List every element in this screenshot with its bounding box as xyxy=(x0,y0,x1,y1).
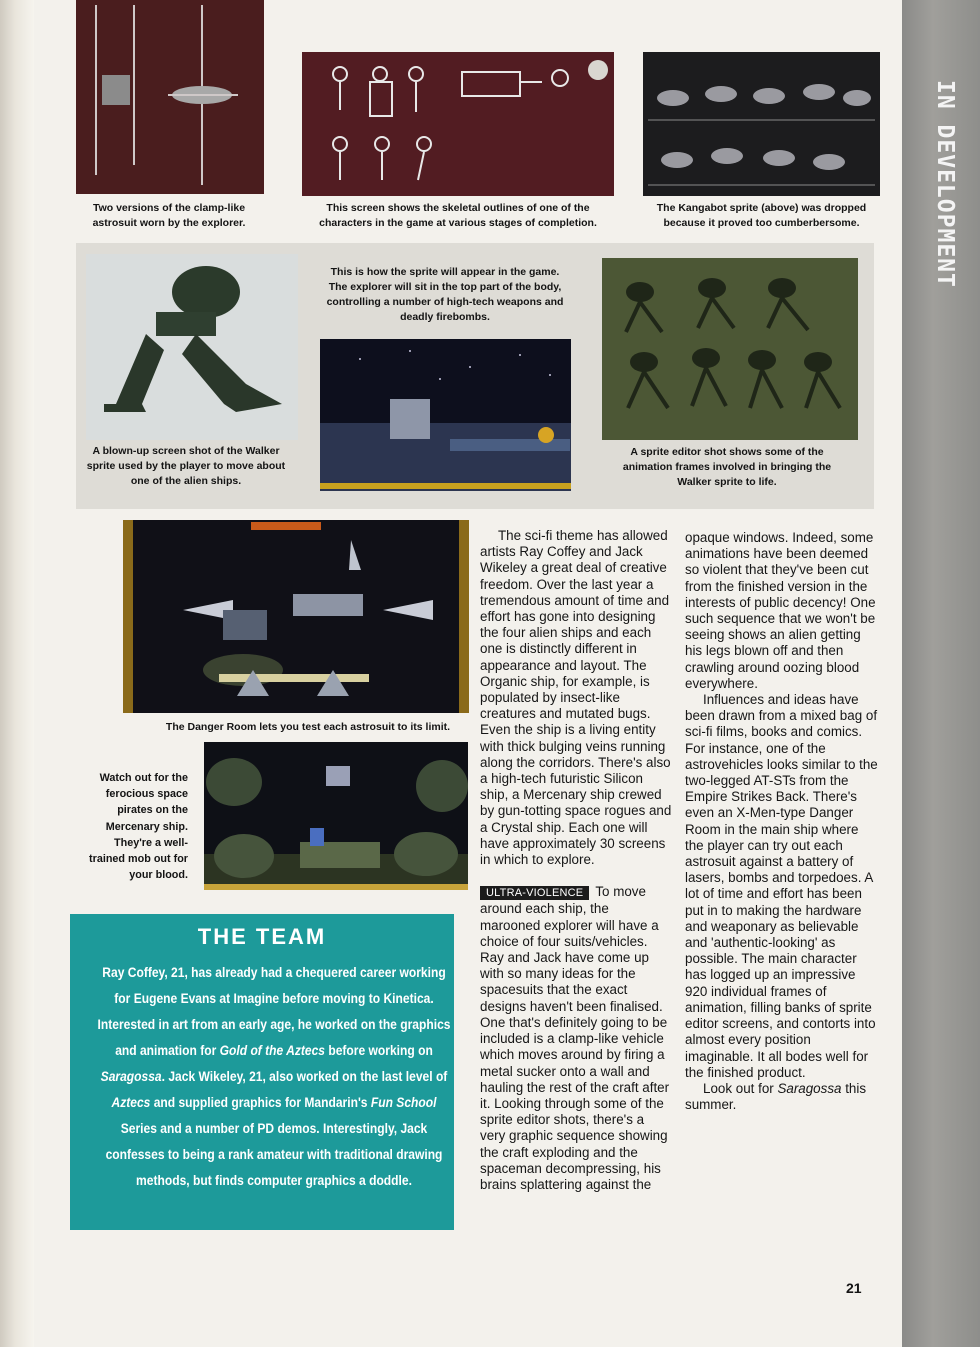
caption-kangabot: The Kangabot sprite (above) was dropped because it proved too cumberbersome. xyxy=(656,202,867,229)
mercenary-ship-screenshot xyxy=(204,742,468,890)
caption-sprite-editor: A sprite editor shot shows some of the animation frames involved in bringing the Walker sprite to life. xyxy=(622,446,832,488)
caption-astrosuit: Two versions of the clamp-like astrosuit worn by the explorer. xyxy=(92,202,246,229)
team-title: THE TEAM xyxy=(197,924,327,949)
binding-spine xyxy=(0,0,34,1347)
skeletal-screenshot xyxy=(302,52,614,196)
article-paragraph-2 xyxy=(480,884,672,1193)
closing-text-end: this summer. xyxy=(685,1081,867,1113)
closing-text: Look out for xyxy=(703,1081,778,1096)
team-text-2: before working on xyxy=(325,1043,433,1058)
caption-skeletal: This screen shows the skeletal outlines of one of the characters in the game at various stages of completion. xyxy=(319,202,597,229)
caption-pirates: Watch out for the ferocious space pirates on the Mercenary ship. They're a well-trained mob out for your blood. xyxy=(89,772,188,882)
closing-title-saragossa: Saragossa xyxy=(777,1081,842,1096)
caption-sprite-appear: This is how the sprite will appear in the game. The explorer will sit in the top part of the body, controlling a number of high-tech weapons and deadly firebombs. xyxy=(326,266,564,323)
article-column-1 xyxy=(480,528,672,1193)
article-paragraph-1: The sci-fi theme has allowed artists Ray Coffey and Jack Wikeley a great deal of creative freedom. Over the last year a tremendous amount of time and effort has gone into designing the four alien ships and each one is distinctly different in appearance and layout. The Organic ship, for example, is populated by insect-like creatures and mutated bugs. Even the ship is a living entity with thick bulging veins running along the corridors. There's also a high-tech futuristic Silicon ship, a Mercenary ship crewed by gun-totting space rogues and a Crystal ship. Each one will have approximately 30 screens in which to explore. xyxy=(480,528,672,868)
article-paragraph-4 xyxy=(685,1081,879,1113)
team-title-gold-aztecs: Gold of the Aztecs xyxy=(219,1043,326,1058)
team-box xyxy=(70,914,454,1230)
sprite-editor-screenshot xyxy=(602,258,858,440)
subhead-ultra-violence: ULTRA-VIOLENCE xyxy=(480,886,589,900)
astrosuit-screenshot xyxy=(76,0,264,194)
article-column-2 xyxy=(685,530,879,1081)
caption-danger-room: The Danger Room lets you test each astrosuit to its limit. xyxy=(165,721,451,733)
team-title-saragossa: Saragossa xyxy=(100,1069,162,1084)
caption-walker-blowup: A blown-up screen shot of the Walker sprite used by the player to move about one of the alien ships. xyxy=(86,445,286,487)
team-text-4: and supplied graphics for Mandarin's xyxy=(150,1095,371,1110)
team-text-3: . Jack Wikeley, 21, also worked on the last level of xyxy=(161,1069,448,1084)
kangabot-screenshot xyxy=(643,52,880,196)
article-paragraph-2-text: To move around each ship, the marooned explorer will have a choice of four suits/vehicles. Ray and Jack have come up with so many ideas for the spacesuits that the exact designs haven't been finalised. One that's definitely going to be included is a clamp-like vehicle which moves around by firing a metal sucker onto a wall and hauling the rest of the craft after it. Looking through some of the sprite editor shots, there's a very graphic sequence showing the craft exploding and the spaceman decompressing, his brains splattering against the xyxy=(480,884,670,1192)
page-number: 21 xyxy=(846,1280,862,1296)
danger-room-screenshot xyxy=(123,520,469,713)
team-text-1: Ray Coffey, 21, has already had a chequered career working for Eugene Evans at Imagine before moving to Kinetica. Interested in art from an early age, he worked on the graphics and animation for xyxy=(97,965,451,1058)
article-paragraph-2-continued: opaque windows. Indeed, some animations have been deemed so violent that they've been cut from the finished version in the interests of public decency! One such sequence that we won't be seeing shows an alien getting his legs blown off and then crawling around oozing blood everywhere. xyxy=(685,530,876,691)
section-tab-label: IN DEVELOPMENT xyxy=(932,80,958,288)
ingame-sprite-screenshot xyxy=(320,339,571,491)
walker-blowup-screenshot xyxy=(86,254,298,440)
article-paragraph-3: Influences and ideas have been drawn from a mixed bag of sci-fi films, books and comics. For instance, one of the astrovehicles looks similar to the two-legged AT-STs from the Empire Strikes Back. There's even an X-Men-type Danger Room in the main ship where the player can try out each astrosuit against a battery of lasers, bombs and torpedoes. A lot of time and effort has been put in to making the hardware and weaponary as believable and 'authentic-looking' as possible. The main character has logged up an impressive 920 individual frames of animation, filling banks of sprite editor screens, and contorts into almost every position imaginable. It all bodes well for the finished product. xyxy=(685,692,878,1080)
team-body xyxy=(83,960,465,1194)
team-text-5: Series and a number of PD demos. Interestingly, Jack confesses to being a rank amateur with traditional drawing methods, but finds computer graphics a doddle. xyxy=(105,1121,443,1188)
team-title-fun-school: Fun School xyxy=(370,1095,437,1110)
team-title-aztecs: Aztecs xyxy=(111,1095,151,1110)
